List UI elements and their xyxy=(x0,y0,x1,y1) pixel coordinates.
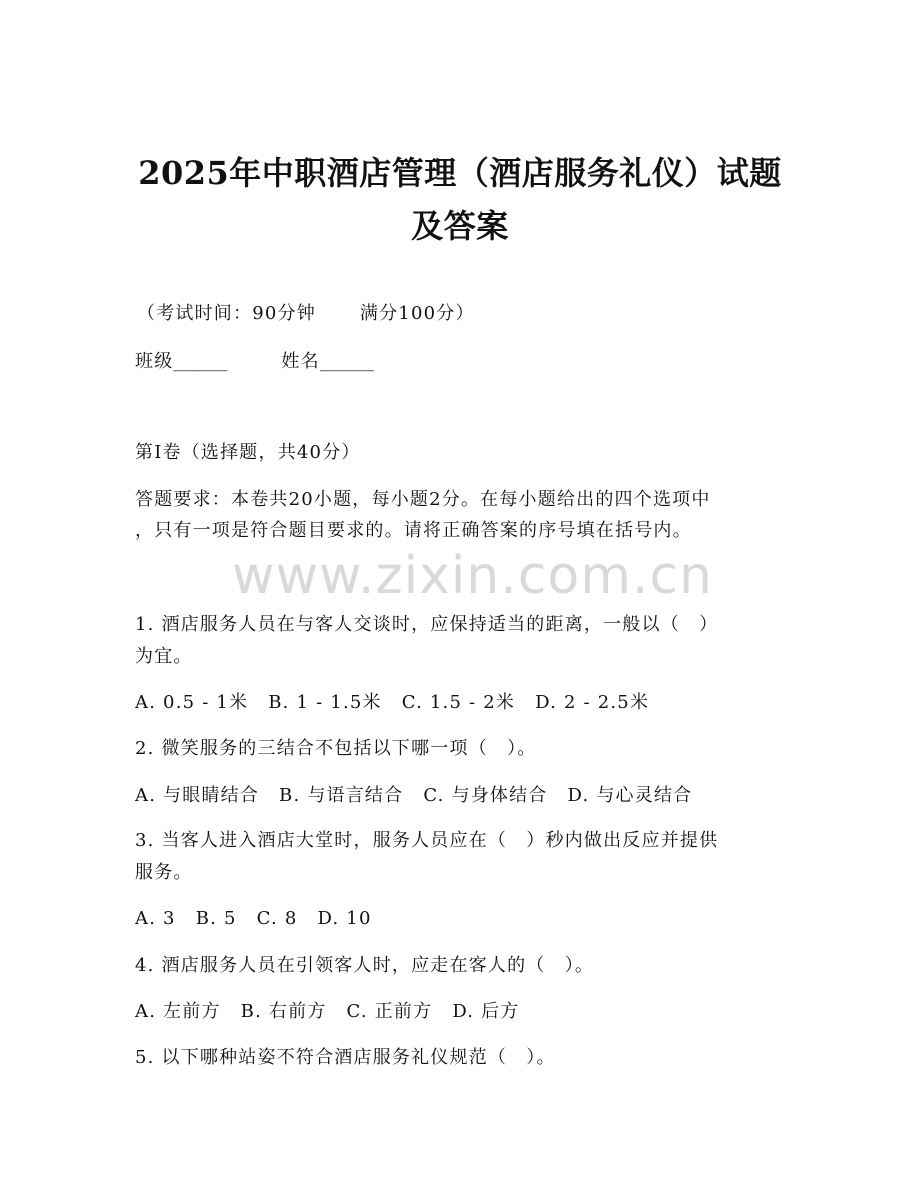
section-instructions-line-2: ，只有一项是符合题目要求的。请将正确答案的序号填在括号内。 xyxy=(135,520,692,541)
class-blank: ______ xyxy=(173,351,228,372)
student-info xyxy=(135,351,374,373)
document-title-line-2: 及答案 xyxy=(411,207,509,245)
question-3-option-d: D. 10 xyxy=(317,908,372,929)
question-1-option-c: C. 1.5 - 2米 xyxy=(401,692,516,713)
question-1-text-line-1: 1. 酒店服务人员在与客人交谈时，应保持适当的距离，一般以（ ） xyxy=(135,614,719,635)
question-2-option-b: B. 与语言结合 xyxy=(279,785,404,806)
section-heading: 第I卷（选择题，共40分） xyxy=(135,442,361,463)
question-4-text: 4. 酒店服务人员在引领客人时，应走在客人的（ ）。 xyxy=(135,955,595,976)
name-blank: ______ xyxy=(319,351,374,372)
question-2-options xyxy=(135,785,692,807)
question-3-option-c: C. 8 xyxy=(256,908,298,929)
question-1-text-line-2: 为宜。 xyxy=(135,646,193,667)
question-2-option-d: D. 与心灵结合 xyxy=(567,785,693,806)
question-2-text: 2. 微笑服务的三结合不包括以下哪一项（ ）。 xyxy=(135,738,537,759)
name-label: 姓名 xyxy=(281,351,320,372)
section-instructions-line-1: 答题要求：本卷共20小题，每小题2分。在每小题给出的四个选项中 xyxy=(135,489,711,510)
watermark: www.zixin.com.cn xyxy=(232,546,713,606)
question-4-option-c: C. 正前方 xyxy=(346,1001,433,1022)
question-3-option-b: B. 5 xyxy=(195,908,237,929)
question-4-option-b: B. 右前方 xyxy=(240,1001,327,1022)
exam-score: 满分100分） xyxy=(359,303,475,324)
class-label: 班级 xyxy=(135,351,174,372)
question-2-option-c: C. 与身体结合 xyxy=(423,785,548,806)
question-4-option-a: A. 左前方 xyxy=(135,1001,221,1022)
question-2-option-a: A. 与眼睛结合 xyxy=(135,785,260,806)
exam-time: （考试时间：90分钟 xyxy=(137,303,316,324)
question-4-options xyxy=(135,1001,520,1023)
question-4-option-d: D. 后方 xyxy=(452,1001,520,1022)
exam-info xyxy=(137,303,475,325)
question-3-option-a: A. 3 xyxy=(135,908,176,929)
question-5-text: 5. 以下哪种站姿不符合酒店服务礼仪规范（ ）。 xyxy=(135,1047,556,1068)
question-1-option-a: A. 0.5 - 1米 xyxy=(135,692,249,713)
question-1-options xyxy=(135,692,649,714)
question-3-text-line-1: 3. 当客人进入酒店大堂时，服务人员应在（ ）秒内做出反应并提供 xyxy=(135,830,719,851)
question-1-option-d: D. 2 - 2.5米 xyxy=(535,692,650,713)
document-title-line-1: 2025年中职酒店管理（酒店服务礼仪）试题 xyxy=(138,154,782,192)
question-3-text-line-2: 服务。 xyxy=(135,862,193,883)
question-3-options xyxy=(135,908,372,930)
question-1-option-b: B. 1 - 1.5米 xyxy=(268,692,382,713)
